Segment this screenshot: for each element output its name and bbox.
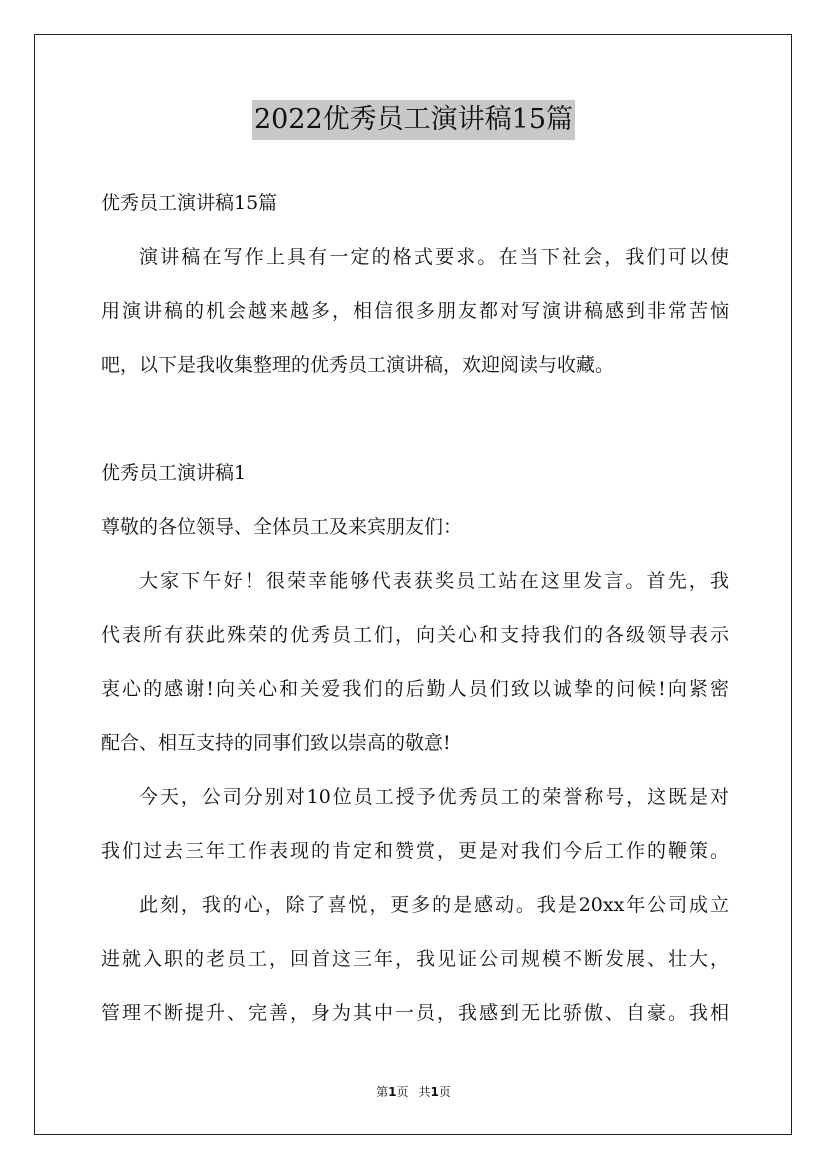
text-line: 今天，公司分别对10位员工授予优秀员工的荣誉称号，这既是对: [139, 786, 729, 808]
text-line: 我们过去三年工作表现的肯定和赞赏，更是对我们今后工作的鞭策。: [101, 840, 729, 862]
text-line: 管理不断提升、完善，身为其中一员，我感到无比骄傲、自豪。我相: [101, 1002, 729, 1024]
text-line: 优秀员工演讲稿1: [101, 462, 247, 484]
page-footer: [0, 1083, 827, 1100]
title-container: [0, 100, 827, 140]
text-line: 用演讲稿的机会越来越多，相信很多朋友都对写演讲稿感到非常苦恼: [101, 300, 729, 322]
document-body: [101, 176, 729, 1040]
text-line: 演讲稿在写作上具有一定的格式要求。在当下社会，我们可以使: [139, 246, 729, 268]
footer-page-prefix: 第: [376, 1085, 389, 1099]
footer-page-number: 1: [388, 1085, 397, 1099]
text-line: 代表所有获此殊荣的优秀员工们，向关心和支持我们的各级领导表示: [101, 624, 729, 646]
text-line: 吧，以下是我收集整理的优秀员工演讲稿，欢迎阅读与收藏。: [101, 354, 615, 376]
text-line: 配合、相互支持的同事们致以崇高的敬意!: [101, 732, 451, 754]
text-line: 此刻，我的心，除了喜悦，更多的是感动。我是20xx年公司成立: [139, 894, 729, 916]
paragraph-gap: [101, 392, 729, 446]
text-line: 衷心的感谢!向关心和关爱我们的后勤人员们致以诚挚的问候!向紧密: [101, 678, 729, 700]
text-line: 尊敬的各位领导、全体员工及来宾朋友们：: [101, 516, 463, 538]
document-title: 2022优秀员工演讲稿15篇: [252, 100, 575, 140]
text-line: 进就入职的老员工，回首这三年，我见证公司规模不断发展、壮大，: [101, 948, 729, 970]
footer-page-suffix: 页: [396, 1085, 409, 1099]
footer-total-suffix: 页: [438, 1085, 451, 1099]
footer-total-prefix: 共: [418, 1085, 431, 1099]
text-line: 优秀员工演讲稿15篇: [101, 192, 278, 214]
text-line: 大家下午好！很荣幸能够代表获奖员工站在这里发言。首先，我: [139, 570, 729, 592]
footer-total-number: 1: [430, 1085, 439, 1099]
